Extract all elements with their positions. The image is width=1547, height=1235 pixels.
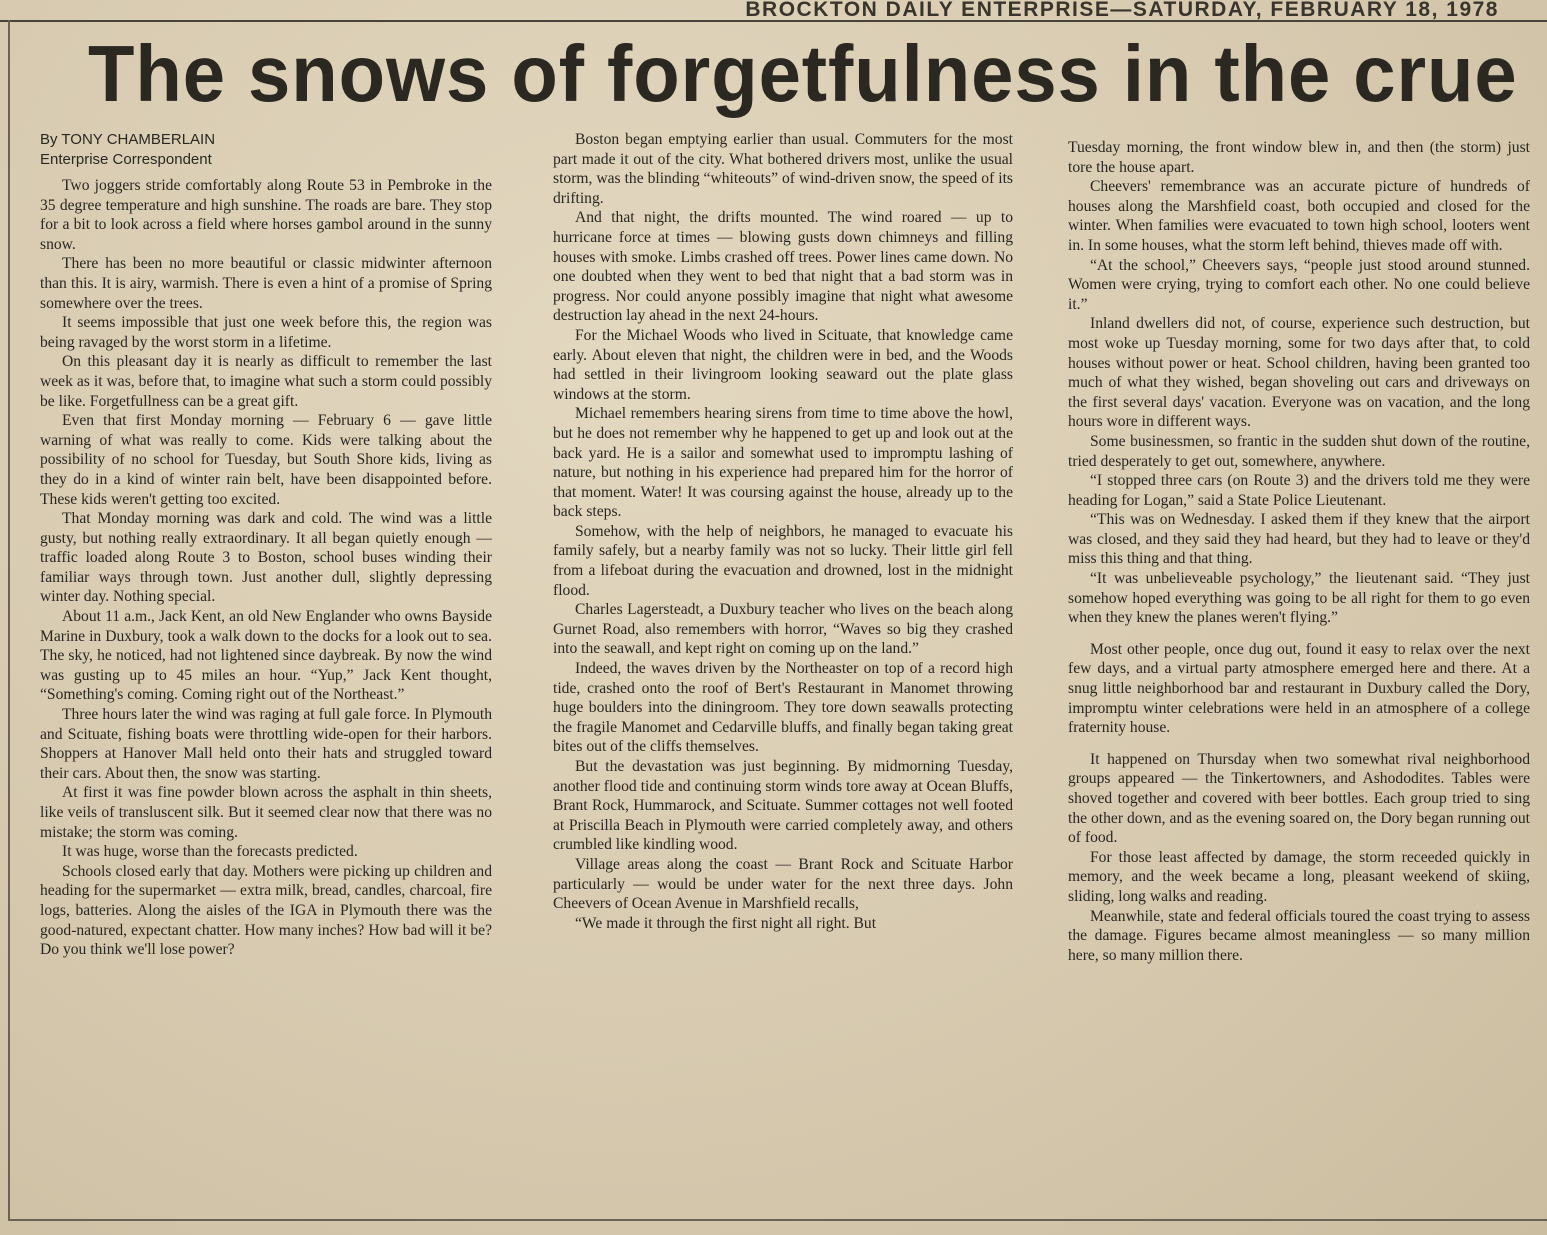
paragraph: Schools closed early that day. Mothers were picking up children and heading for the supermarket — extra milk, bread, candles, charcoal, fire logs, batteries. Along the aisles of the IGA in Plymouth there was the good-natured, expectant chatter. How many inches? How bad will it be? Do you think we'll lose power? [40,862,492,959]
paragraph: It happened on Thursday when two somewhat rival neighborhood groups appeared — the Tinkertowners, and Ashododites. Tables were shoved together and covered with beer bottles. Each group tried to sing the other down, and as the evening soared on, the Dory began running out of food. [1068,750,1530,847]
paragraph: Charles Lagersteadt, a Duxbury teacher who lives on the beach along Gurnet Road, also remembers with horror, “Waves so big they crashed into the seawall, and kept right on coming up on the land.” [553,601,1013,658]
paragraph: About 11 a.m., Jack Kent, an old New Englander who owns Bayside Marine in Duxbury, took a walk down to the docks for a look out to sea. The sky, he noticed, had not lightened since daybreak. By now the wind was gusting up to 45 miles an hour. “Yup,” Jack Kent thought, “Something's coming. Coming right out of the Northeast.” [40,608,492,704]
paragraph: It was huge, worse than the forecasts predicted. [62,843,358,861]
paragraph: For those least affected by damage, the storm receeded quickly in memory, and the week became a long, pleasant weekend of skiing, sliding, long walks and reading. [1068,848,1530,905]
paragraph: Even that first Monday morning — February 6 — gave little warning of what was really to come. Kids were talking about the possibility of no school for Tuesday, but South Shore kids, living as they do in a kind of winter rain belt, have been disappointed before. These kids weren't getting too excited. [40,412,492,508]
headline: The snows of forgetfulness in the crue [88,29,1518,118]
paragraph: For the Michael Woods who lived in Scituate, that knowledge came early. About eleven that night, the children were in bed, and the Woods had settled in their livingroom looking seaward out the plate glass windows at the storm. [553,326,1013,403]
paragraph: “At the school,” Cheevers says, “people just stood around stunned. Women were crying, trying to comfort each other. No one could believe it.” [1068,256,1530,313]
paragraph: Tuesday morning, the front window blew in, and then (the storm) just tore the house apart. [1068,139,1530,176]
paragraph: Indeed, the waves driven by the Northeaster on top of a record high tide, crashed onto the roof of Bert's Restaurant in Manomet throwing huge boulders into the diningroom. They tore down seawalls protecting the fragile Manomet and Cedarville bluffs, and finally began taking great bites out of the cliffs themselves. [553,660,1013,756]
paragraph: And that night, the drifts mounted. The wind roared — up to hurricane force at times — blowing gusts down chimneys and filling houses with smoke. Limbs crashed off trees. Power lines came down. No one doubted when they went to bed that night that a bad storm was in progress. Nor could anyone possibly imagine that night what awesome destruction lay ahead in the next 24-hours. [553,209,1013,325]
paragraph: Cheevers' remembrance was an accurate picture of hundreds of houses along the Marshfield coast, both occupied and closed for the winter. When families were evacuated to town high school, looters went in. In some houses, what the storm left behind, thieves made off with. [1068,178,1530,254]
clipping-left-border [8,20,10,1221]
paragraph: Three hours later the wind was raging at full gale force. In Plymouth and Scituate, fishing boats were throttling wide-open for their harbors. Shoppers at Hanover Mall held onto their hats and struggled toward their cars. About then, the snow was starting. [40,706,492,782]
paragraph: Boston began emptying earlier than usual. Commuters for the most part made it out of the city. What bothered drivers most, unlike the usual storm, was the blinding “whiteouts” of wind-driven snow, the speed of its drifting. [553,131,1013,207]
byline-author: By TONY CHAMBERLAIN [40,131,216,148]
paragraph: Michael remembers hearing sirens from time to time above the howl, but he does not remember why he happened to get up and look out at the back yard. He is a sailor and somewhat used to impromptu lashing of nature, but nothing in his experience had prepared him for the horror of that moment. Water! It was coursing against the house, already up to the back steps. [553,405,1013,521]
paragraph: It seems impossible that just one week before this, the region was being ravaged by the worst storm in a lifetime. [40,314,492,351]
masthead: BROCKTON DAILY ENTERPRISE—SATURDAY, FEBRUARY 18, 1978 [745,0,1499,21]
byline-role: Enterprise Correspondent [40,151,212,168]
paragraph: “This was on Wednesday. I asked them if they knew that the airport was closed, and they said they had heard, but they had to leave or they'd miss this thing and that thing. [1068,511,1530,568]
article-column-1 [40,176,492,960]
paragraph: Village areas along the coast — Brant Rock and Scituate Harbor particularly — would be under water for the next three days. John Cheevers of Ocean Avenue in Marshfield recalls, [553,855,1013,913]
paragraph: Some businessmen, so frantic in the sudden shut down of the routine, tried desperately to get out, somewhere, anywhere. [1068,432,1530,470]
paragraph: But the devastation was just beginning. By midmorning Tuesday, another flood tide and continuing storm winds tore away at Ocean Bluffs, Brant Rock, Hummarock, and Scituate. Summer cottages not well footed at Priscilla Beach in Plymouth were carried completely away, and others crumbled like kindling wood. [553,758,1013,854]
paragraph: At first it was fine powder blown across the asphalt in thin sheets, like veils of transluscent silk. But it seemed clear now that there was no mistake; the storm was coming. [40,784,492,841]
clipping-bottom-border [8,1219,1547,1221]
byline [40,130,215,170]
paragraph: Two joggers stride comfortably along Route 53 in Pembroke in the 35 degree temperature and high sunshine. The roads are bare. They stop for a bit to look across a field where horses gambol around in the sunny snow. [40,177,492,253]
paragraph: Most other people, once dug out, found it easy to relax over the next few days, and a virtual party atmosphere emerged here and there. At a snug little neighborhood bar and restaurant in Duxbury called the Dory, impromptu winter celebrations were held in an atmosphere of a college fraternity house. [1068,640,1530,737]
paragraph: Meanwhile, state and federal officials toured the coast trying to assess the damage. Figures became almost meaningless — so many million here, so many million there. [1068,907,1530,964]
paragraph: “It was unbelieveable psychology,” the lieutenant said. “They just somehow hoped everything was going to be all right for them to go even when they knew the planes weren't flying.” [1068,570,1530,627]
article-column-2 [553,130,1013,933]
paragraph: On this pleasant day it is nearly as difficult to remember the last week as it was, before that, to imagine what such a storm could possibly be like. Forgetfullness can be a great gift. [40,353,492,410]
paragraph: That Monday morning was dark and cold. The wind was a little gusty, but nothing really extraordinary. It all began quietly enough — traffic loaded along Route 3 to Boston, school buses winding their familiar ways through town. Just another dull, slightly depressing winter day. Nothing special. [40,510,492,606]
paragraph: Inland dwellers did not, of course, experience such destruction, but most woke up Tuesday morning, some for two days after that, to cold houses without power or heat. School children, having been granted too much of what they wished, began shoveling out cars and driveways on the first several days' vacation. Everyone was on vacation, and the long hours wore in different ways. [1068,315,1530,431]
paragraph: Somehow, with the help of neighbors, he managed to evacuate his family safely, but a nearby family was not so lucky. Their little girl fell from a lifeboat during the evacuation and drowned, lost in the midnight flood. [553,522,1013,599]
paragraph: “We made it through the first night all right. But [575,914,877,932]
paragraph: “I stopped three cars (on Route 3) and the drivers told me they were heading for Logan,” said a State Police Lieutenant. [1068,472,1530,509]
paragraph: There has been no more beautiful or classic midwinter afternoon than this. It is airy, warmish. There is even a hint of a promise of Spring somewhere over the trees. [40,255,492,312]
article-column-3 [1068,138,1530,965]
